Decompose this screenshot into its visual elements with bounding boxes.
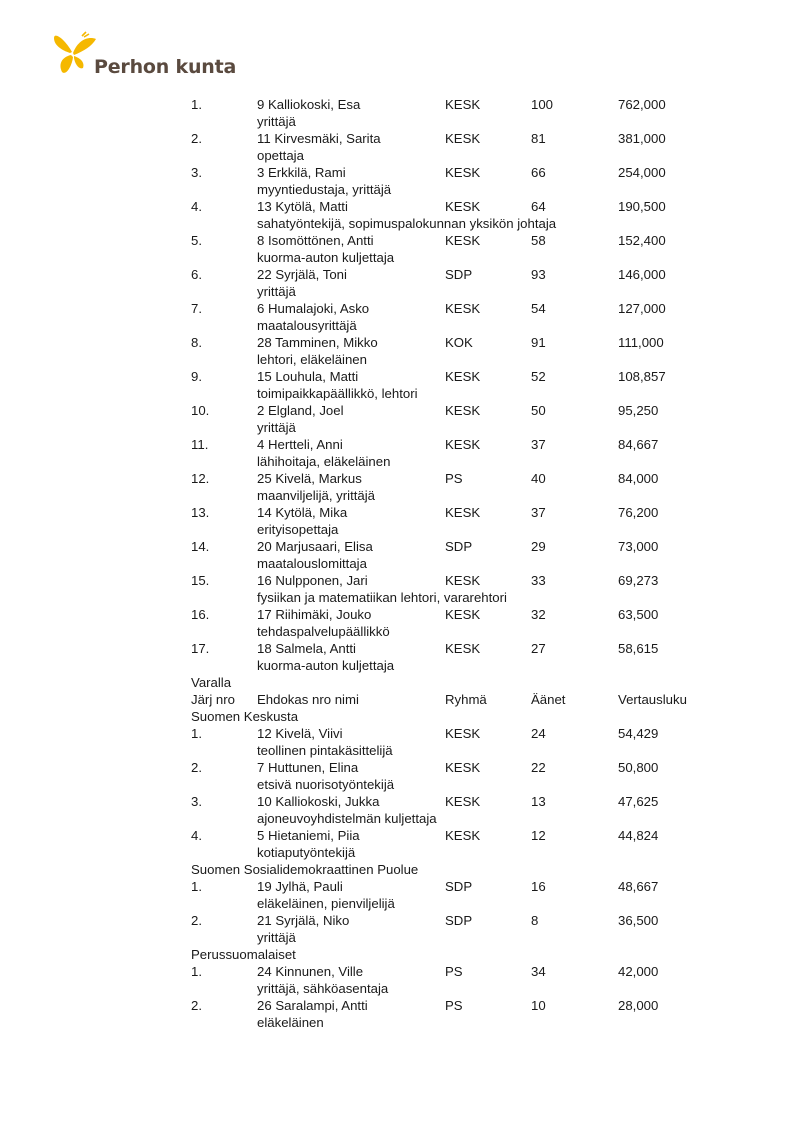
occupation: kotiaputyöntekijä xyxy=(257,845,356,860)
candidate-name: 16 Nulpponen, Jari xyxy=(257,573,368,588)
group-code: KESK xyxy=(445,403,481,418)
candidate-name: 6 Humalajoki, Asko xyxy=(257,301,370,316)
vote-count: 33 xyxy=(531,573,546,588)
occupation: toimipaikkapäällikkö, lehtori xyxy=(257,386,418,401)
group-code: SDP xyxy=(445,913,473,928)
vote-count: 54 xyxy=(531,301,546,316)
group-code: SDP xyxy=(445,879,473,894)
vote-count: 66 xyxy=(531,165,546,180)
comparison-number: 47,625 xyxy=(618,794,659,809)
candidate-name: 18 Salmela, Antti xyxy=(257,641,356,656)
order-number: 9. xyxy=(191,369,202,384)
comparison-number: 127,000 xyxy=(618,301,666,316)
candidate-name: 9 Kalliokoski, Esa xyxy=(257,97,361,112)
comparison-number: 190,500 xyxy=(618,199,666,214)
occupation: erityisopettaja xyxy=(257,522,339,537)
candidate-name: 5 Hietaniemi, Piia xyxy=(257,828,360,843)
group-code: KESK xyxy=(445,131,481,146)
reserve-heading: Varalla xyxy=(191,675,232,690)
occupation: myyntiedustaja, yrittäjä xyxy=(257,182,392,197)
vote-count: 10 xyxy=(531,998,546,1013)
occupation: tehdaspalvelupäällikkö xyxy=(257,624,390,639)
comparison-number: 762,000 xyxy=(618,97,666,112)
elected-list xyxy=(0,96,794,674)
order-number: 6. xyxy=(191,267,202,282)
group-code: KESK xyxy=(445,199,481,214)
party-heading: Suomen Sosialidemokraattinen Puolue xyxy=(191,862,419,877)
logo-text: Perhon kunta xyxy=(94,56,237,78)
candidate-name: 22 Syrjälä, Toni xyxy=(257,267,347,282)
comparison-number: 84,000 xyxy=(618,471,659,486)
comparison-number: 48,667 xyxy=(618,879,659,894)
group-code: KESK xyxy=(445,794,481,809)
table-row xyxy=(0,793,794,827)
occupation: maatalouslomittaja xyxy=(257,556,367,571)
table-row xyxy=(0,504,794,538)
table-row xyxy=(0,963,794,997)
candidate-name: 28 Tamminen, Mikko xyxy=(257,335,378,350)
occupation: fysiikan ja matematiikan lehtori, vararehtori xyxy=(257,590,507,605)
vote-count: 24 xyxy=(531,726,546,741)
order-number: 2. xyxy=(191,760,202,775)
vote-count: 16 xyxy=(531,879,546,894)
occupation: eläkeläinen xyxy=(257,1015,324,1030)
order-number: 2. xyxy=(191,913,202,928)
candidate-name: 25 Kivelä, Markus xyxy=(257,471,362,486)
group-code: PS xyxy=(445,471,463,486)
table-row xyxy=(0,572,794,606)
candidate-name: 10 Kalliokoski, Jukka xyxy=(257,794,380,809)
table-row xyxy=(0,538,794,572)
occupation: eläkeläinen, pienviljelijä xyxy=(257,896,395,911)
table-row xyxy=(0,912,794,946)
group-code: SDP xyxy=(445,267,473,282)
candidate-name: 26 Saralampi, Antti xyxy=(257,998,368,1013)
group-code: KESK xyxy=(445,760,481,775)
table-row xyxy=(0,997,794,1031)
order-number: 17. xyxy=(191,641,210,656)
vote-count: 93 xyxy=(531,267,546,282)
occupation: sahatyöntekijä, sopimuspalokunnan yksikön johtaja xyxy=(257,216,557,231)
occupation: yrittäjä, sähköasentaja xyxy=(257,981,389,996)
order-number: 3. xyxy=(191,794,202,809)
vote-count: 29 xyxy=(531,539,546,554)
order-number: 4. xyxy=(191,199,202,214)
comparison-number: 63,500 xyxy=(618,607,659,622)
order-number: 8. xyxy=(191,335,202,350)
party-heading: Suomen Keskusta xyxy=(191,709,299,724)
order-number: 5. xyxy=(191,233,202,248)
occupation: yrittäjä xyxy=(257,114,296,129)
table-row xyxy=(0,232,794,266)
order-number: 10. xyxy=(191,403,210,418)
candidate-name: 21 Syrjälä, Niko xyxy=(257,913,350,928)
occupation: opettaja xyxy=(257,148,304,163)
candidate-name: 3 Erkkilä, Rami xyxy=(257,165,346,180)
occupation: maanviljelijä, yrittäjä xyxy=(257,488,375,503)
group-code: KESK xyxy=(445,573,481,588)
occupation: yrittäjä xyxy=(257,930,296,945)
table-row xyxy=(0,640,794,674)
order-number: 2. xyxy=(191,131,202,146)
vote-count: 34 xyxy=(531,964,546,979)
vote-count: 8 xyxy=(531,913,539,928)
table-row xyxy=(0,436,794,470)
candidate-name: 8 Isomöttönen, Antti xyxy=(257,233,374,248)
occupation: yrittäjä xyxy=(257,284,296,299)
header-group: Ryhmä xyxy=(445,692,487,707)
vote-count: 40 xyxy=(531,471,546,486)
vote-count: 22 xyxy=(531,760,546,775)
header-ratio: Vertausluku xyxy=(618,692,687,707)
table-row xyxy=(0,827,794,861)
candidate-name: 17 Riihimäki, Jouko xyxy=(257,607,372,622)
group-code: PS xyxy=(445,964,463,979)
order-number: 4. xyxy=(191,828,202,843)
comparison-number: 50,800 xyxy=(618,760,659,775)
vote-count: 64 xyxy=(531,199,546,214)
table-row xyxy=(0,334,794,368)
candidate-name: 20 Marjusaari, Elisa xyxy=(257,539,373,554)
group-code: KESK xyxy=(445,97,481,112)
order-number: 12. xyxy=(191,471,210,486)
vote-count: 27 xyxy=(531,641,546,656)
group-code: KESK xyxy=(445,828,481,843)
table-row xyxy=(0,96,794,130)
comparison-number: 58,615 xyxy=(618,641,659,656)
group-code: KOK xyxy=(445,335,473,350)
header-candidate: Ehdokas nro nimi xyxy=(257,692,359,707)
table-row xyxy=(0,300,794,334)
column-headers xyxy=(0,691,794,708)
order-number: 16. xyxy=(191,607,210,622)
candidate-name: 11 Kirvesmäki, Sarita xyxy=(257,131,381,146)
occupation: etsivä nuorisotyöntekijä xyxy=(257,777,395,792)
order-number: 15. xyxy=(191,573,210,588)
group-code: KESK xyxy=(445,641,481,656)
comparison-number: 84,667 xyxy=(618,437,659,452)
table-row xyxy=(0,130,794,164)
table-row xyxy=(0,725,794,759)
table-row xyxy=(0,759,794,793)
occupation: teollinen pintakäsittelijä xyxy=(257,743,393,758)
header-votes: Äänet xyxy=(531,692,566,707)
vote-count: 12 xyxy=(531,828,546,843)
order-number: 1. xyxy=(191,879,202,894)
comparison-number: 95,250 xyxy=(618,403,659,418)
candidate-name: 7 Huttunen, Elina xyxy=(257,760,359,775)
order-number: 2. xyxy=(191,998,202,1013)
comparison-number: 111,000 xyxy=(618,335,664,350)
comparison-number: 69,273 xyxy=(618,573,659,588)
table-row xyxy=(0,368,794,402)
table-row xyxy=(0,164,794,198)
table-row xyxy=(0,470,794,504)
comparison-number: 146,000 xyxy=(618,267,666,282)
order-number: 1. xyxy=(191,726,202,741)
comparison-number: 54,429 xyxy=(618,726,659,741)
comparison-number: 76,200 xyxy=(618,505,659,520)
vote-count: 37 xyxy=(531,437,546,452)
comparison-number: 42,000 xyxy=(618,964,659,979)
vote-count: 58 xyxy=(531,233,546,248)
comparison-number: 73,000 xyxy=(618,539,659,554)
party-heading: Perussuomalaiset xyxy=(191,947,296,962)
table-row xyxy=(0,878,794,912)
group-code: KESK xyxy=(445,607,481,622)
order-number: 11. xyxy=(191,437,209,452)
vote-count: 81 xyxy=(531,131,546,146)
candidate-name: 24 Kinnunen, Ville xyxy=(257,964,364,979)
comparison-number: 44,824 xyxy=(618,828,659,843)
vote-count: 32 xyxy=(531,607,546,622)
table-row xyxy=(0,266,794,300)
vote-count: 37 xyxy=(531,505,546,520)
order-number: 13. xyxy=(191,505,210,520)
comparison-number: 28,000 xyxy=(618,998,659,1013)
order-number: 14. xyxy=(191,539,210,554)
occupation: ajoneuvoyhdistelmän kuljettaja xyxy=(257,811,437,826)
vote-count: 52 xyxy=(531,369,546,384)
order-number: 1. xyxy=(191,97,202,112)
occupation: kuorma-auton kuljettaja xyxy=(257,658,395,673)
occupation: lehtori, eläkeläinen xyxy=(257,352,367,367)
reserve-list xyxy=(0,708,794,1031)
candidate-name: 12 Kivelä, Viivi xyxy=(257,726,343,741)
order-number: 7. xyxy=(191,301,202,316)
header-order: Järj nro xyxy=(191,692,235,707)
election-results xyxy=(0,96,794,1031)
group-code: SDP xyxy=(445,539,473,554)
comparison-number: 254,000 xyxy=(618,165,666,180)
comparison-number: 152,400 xyxy=(618,233,666,248)
comparison-number: 381,000 xyxy=(618,131,666,146)
vote-count: 91 xyxy=(531,335,546,350)
occupation: lähihoitaja, eläkeläinen xyxy=(257,454,391,469)
occupation: kuorma-auton kuljettaja xyxy=(257,250,395,265)
vote-count: 13 xyxy=(531,794,546,809)
order-number: 3. xyxy=(191,165,202,180)
candidate-name: 19 Jylhä, Pauli xyxy=(257,879,343,894)
occupation: yrittäjä xyxy=(257,420,296,435)
candidate-name: 14 Kytölä, Mika xyxy=(257,505,348,520)
occupation: maatalousyrittäjä xyxy=(257,318,357,333)
group-code: KESK xyxy=(445,165,481,180)
municipality-logo xyxy=(52,28,237,80)
order-number: 1. xyxy=(191,964,202,979)
comparison-number: 108,857 xyxy=(618,369,666,384)
candidate-name: 15 Louhula, Matti xyxy=(257,369,359,384)
vote-count: 50 xyxy=(531,403,546,418)
candidate-name: 4 Hertteli, Anni xyxy=(257,437,343,452)
group-code: KESK xyxy=(445,505,481,520)
candidate-name: 13 Kytölä, Matti xyxy=(257,199,348,214)
table-row xyxy=(0,198,794,232)
group-code: KESK xyxy=(445,369,481,384)
group-code: KESK xyxy=(445,726,481,741)
group-code: PS xyxy=(445,998,463,1013)
table-row xyxy=(0,402,794,436)
vote-count: 100 xyxy=(531,97,554,112)
group-code: KESK xyxy=(445,437,481,452)
comparison-number: 36,500 xyxy=(618,913,659,928)
table-row xyxy=(0,606,794,640)
group-code: KESK xyxy=(445,301,481,316)
candidate-name: 2 Elgland, Joel xyxy=(257,403,344,418)
group-code: KESK xyxy=(445,233,481,248)
